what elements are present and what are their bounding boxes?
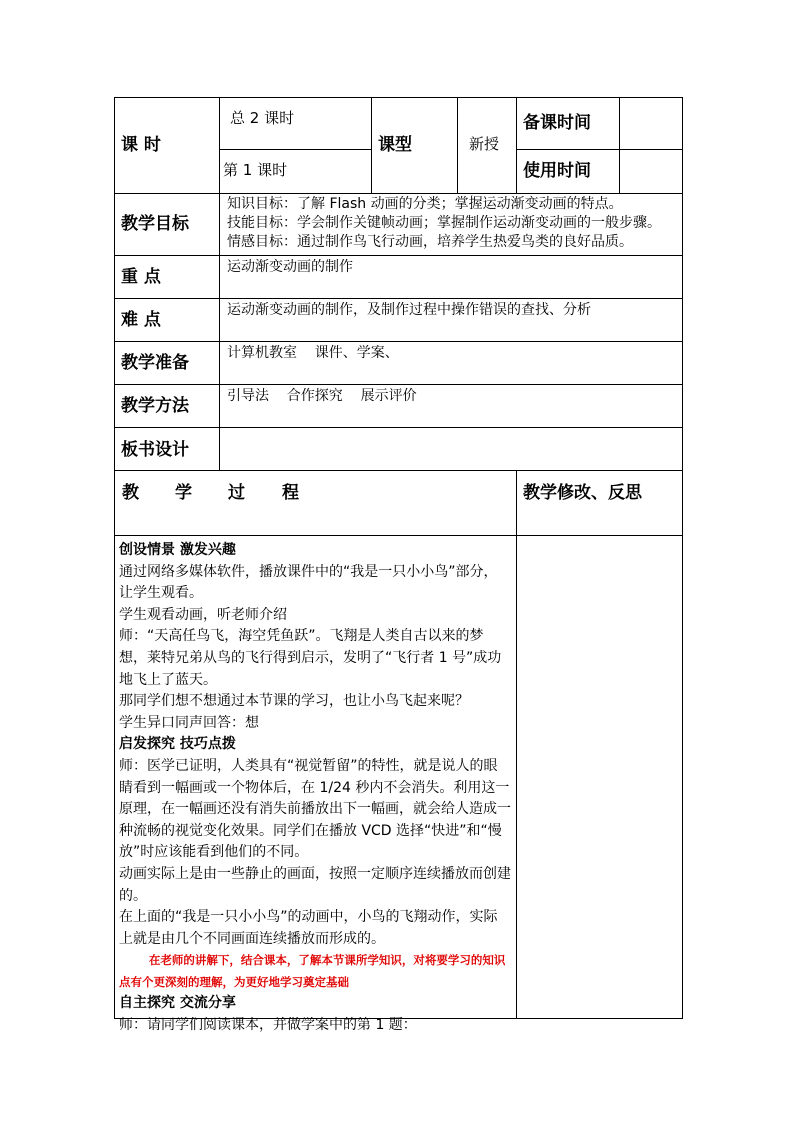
time-split-line	[516, 149, 683, 150]
goal-knowledge: 知识目标：了解 Flash 动画的分类；掌握运动渐变动画的特点。	[227, 196, 623, 212]
process-paragraph: 那同学们想不想通过本节课的学习，也让小鸟飞起来呢？	[119, 693, 469, 710]
process-content	[119, 540, 511, 1037]
table-border-top	[114, 97, 683, 98]
header-divider-1	[371, 97, 372, 193]
process-paragraph: 动画实际上是由一些静止的画面，按照一定顺序连续播放而创建的。	[119, 865, 511, 904]
method-label: 教学方法	[121, 396, 189, 416]
keshi-split-line	[219, 149, 371, 150]
difficulty-value: 运动渐变动画的制作，及制作过程中操作错误的查找、分析	[227, 302, 591, 318]
preparation-label: 教学准备	[121, 353, 189, 373]
label-column-divider	[219, 97, 220, 471]
current-lesson: 第 1 课时	[223, 161, 288, 179]
process-revision-divider	[516, 470, 517, 1019]
row-line-7	[114, 470, 683, 471]
board-design-label: 板书设计	[121, 440, 189, 460]
process-paragraph: 师：“天高任鸟飞，海空凭鱼跃”。飞翔是人类自古以来的梦想，莱特兄弟从鸟的飞行得到启示，发明了“飞行者 1 号”成功地飞上了蓝天。	[119, 628, 502, 688]
preparation-value: 计算机教室 课件、学案、	[227, 345, 399, 361]
revision-header: 教学修改、反思	[523, 483, 642, 503]
process-section-heading: 自主探究 交流分享	[119, 995, 236, 1012]
process-header-char-1: 教	[122, 483, 139, 503]
method-value: 引导法 合作探究 展示评价	[227, 388, 417, 404]
process-paragraph: 学生异口同声回答：想	[119, 714, 259, 731]
goal-emotion: 情感目标：通过制作鸟飞行动画，培养学生热爱鸟类的良好品质。	[227, 234, 633, 250]
key-point-value: 运动渐变动画的制作	[227, 259, 353, 275]
row-line-5	[114, 384, 683, 385]
key-point-label: 重 点	[121, 267, 161, 287]
process-header-char-4: 程	[282, 483, 299, 503]
total-lessons: 总 2 课时	[230, 109, 295, 127]
header-divider-2	[457, 97, 458, 193]
row-line-8	[114, 535, 683, 536]
header-divider-3	[516, 97, 517, 193]
process-summary-note: 在老师的讲解下，结合课本，了解本节课所学知识，对将要学习的知识点有个更深刻的理解，为更好地学习奠定基础	[119, 953, 506, 989]
row-line-1	[114, 193, 683, 194]
prep-time-label: 备课时间	[523, 113, 591, 133]
use-time-label: 使用时间	[523, 161, 591, 181]
process-paragraph: 师：请同学们阅读课本，并做学案中的第 1 题：	[119, 1017, 417, 1034]
process-paragraph: 师：医学已证明，人类具有“视觉暂留”的特性，就是说人的眼睛看到一幅画或一个物体后，在 1/24 秒内不会消失。利用这一原理，在一幅画还没有消失前播放出下一幅画，就会给人造成一种流畅的视觉变化效果。同学们在播放 VCD 选择“快进”和“慢放”时应该能看到他们的不同。	[119, 757, 511, 861]
row-line-2	[114, 255, 683, 256]
process-paragraph: 通过网络多媒体软件，播放课件中的“我是一只小小鸟”部分，让学生观看。	[119, 563, 498, 602]
process-section-heading: 创设情景 激发兴趣	[119, 542, 236, 558]
lesson-type-label: 课型	[378, 135, 412, 155]
keshi-label: 课 时	[121, 135, 161, 155]
header-divider-4	[619, 97, 620, 193]
difficulty-label: 难 点	[121, 310, 161, 330]
table-border-left	[114, 97, 115, 1019]
goals-label: 教学目标	[121, 214, 189, 234]
table-border-right	[682, 97, 683, 1019]
goal-skill: 技能目标：学会制作关键帧动画；掌握制作运动渐变动画的一般步骤。	[227, 215, 661, 231]
row-line-4	[114, 341, 683, 342]
row-line-6	[114, 427, 683, 428]
row-line-3	[114, 298, 683, 299]
lesson-type-value: 新授	[469, 135, 500, 153]
process-header-char-3: 过	[228, 483, 245, 503]
process-header-char-2: 学	[175, 483, 192, 503]
process-paragraph: 学生观看动画，听老师介绍	[119, 606, 287, 623]
process-section-heading: 启发探究 技巧点拨	[119, 736, 236, 753]
process-paragraph: 在上面的“我是一只小小鸟”的动画中，小鸟的飞翔动作，实际上就是由几个不同画面连续播放而形成的。	[119, 909, 498, 947]
